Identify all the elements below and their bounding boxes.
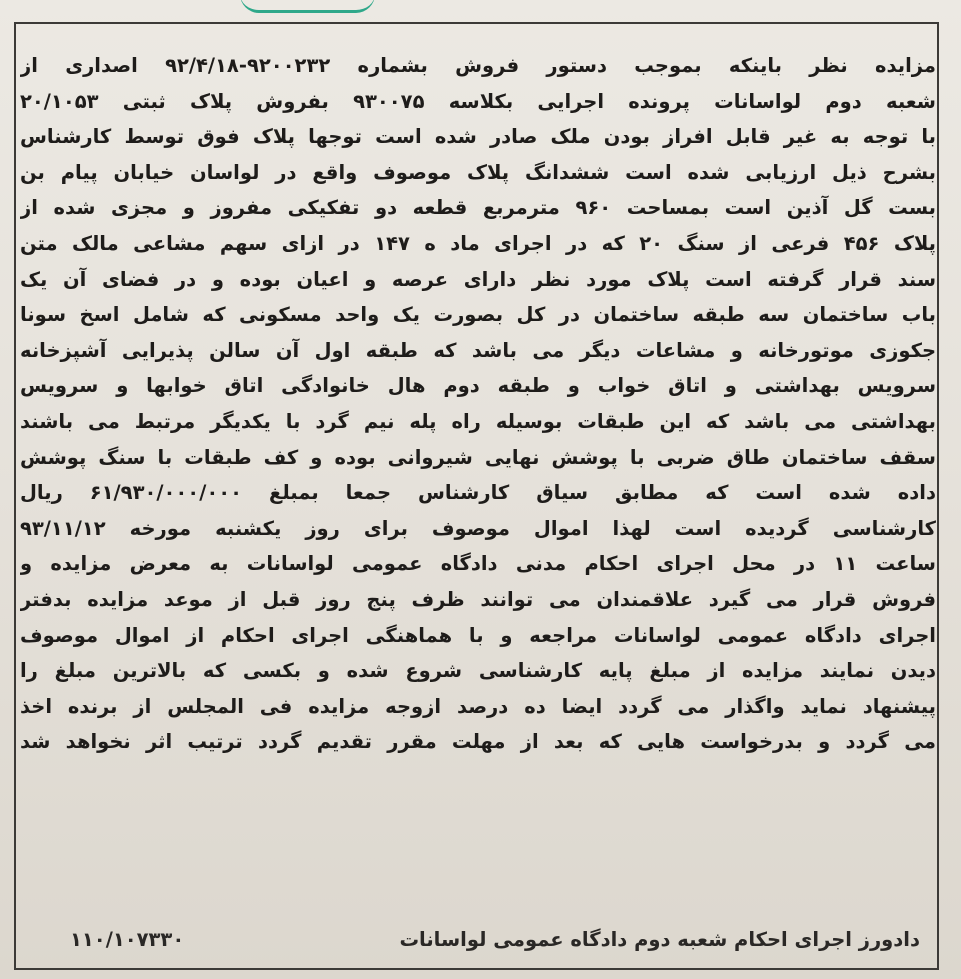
notice-line: ساعت ۱۱ در محل اجرای احکام مدنی دادگاه عمومی لواسانات به معرض مزایده و xyxy=(20,552,936,576)
notice-line: دیدن نمایند مزایده از مبلغ پایه کارشناسی شروع شده و بکسی که بالاترین مبلغ را xyxy=(20,659,936,683)
notice-line: بشرح ذیل ارزیابی شده است ششدانگ پلاک موصوف واقع در لواسان خیابان پیام بن xyxy=(20,160,936,184)
notice-line: می گردد و بدرخواست هایی که بعد از مهلت مقرر تقدیم گردد ترتیب اثر نخواهد شد xyxy=(20,730,936,754)
notice-line: اجرای دادگاه عمومی لواسانات مراجعه و با هماهنگی اجرای احکام از اموال موصوف xyxy=(20,623,936,647)
notice-line: سند قرار گرفته است پلاک مورد نظر دارای عرصه و اعیان بوده و در فضای آن یک xyxy=(20,267,936,291)
notice-line: کارشناسی گردیده است لهذا اموال موصوف برای روز یکشنبه مورخه ۹۳/۱۱/۱۲ xyxy=(20,516,936,540)
auction-notice-body xyxy=(20,48,936,760)
notice-line: شعبه دوم لواسانات پرونده اجرایی بکلاسه ۹۳۰۰۷۵ بفروش پلاک ثبتی ۲۰/۱۰۵۳ xyxy=(20,89,936,113)
notice-line: بهداشتی می باشد که این طبقات بوسیله راه پله نیم گرد با یکدیگر مرتبط می باشند xyxy=(20,409,936,433)
notice-line: با توجه به غیر قابل افراز بودن ملک صادر شده است توجها پلاک فوق توسط کارشناس xyxy=(20,125,936,149)
notice-line: باب ساختمان سه طبقه ساختمان در کل بصورت یک واحد مسکونی که شامل اسخ سونا xyxy=(20,303,936,327)
issuer-signature: دادورز اجرای احکام شعبه دوم دادگاه عمومی لواسانات xyxy=(399,928,920,951)
pen-mark xyxy=(240,0,375,13)
notice-line: پلاک ۴۵۶ فرعی از سنگ ۲۰ که در اجرای ماد ه ۱۴۷ در ازای سهم مشاعی مالک متن xyxy=(20,231,936,255)
notice-line: بست گل آذین است بمساحت ۹۶۰ مترمربع قطعه دو تفکیکی مفروز و مجزی شده از xyxy=(20,196,936,220)
notice-line: سرویس بهداشتی و اتاق خواب و طبقه دوم هال خانوادگی اتاق خوابها و سرویس xyxy=(20,374,936,398)
notice-line: سقف ساختمان طاق ضربی با پوشش نهایی شیروانی بوده و کف طبقات با سنگ پوشش xyxy=(20,445,936,469)
notice-footer xyxy=(40,928,920,964)
notice-line: جکوزی موتورخانه و مشاعات دیگر می باشد که طبقه اول آن سالن پذیرایی آشپزخانه xyxy=(20,338,936,362)
notice-line: پیشنهاد نماید واگذار می گردد ایضا ده درصد ازوجه مزایده فی المجلس از برنده اخذ xyxy=(20,694,936,718)
notice-line: داده شده است که مطابق سیاق کارشناس جمعا بمبلغ ۶۱/۹۳۰/۰۰۰/۰۰۰ ریال xyxy=(20,481,936,505)
notice-line: فروش قرار می گیرد علاقمندان می توانند ظرف پنج روز قبل از موعد مزایده بدفتر xyxy=(20,587,936,611)
reference-number: ۱۱۰/۱۰۷۳۳۰ xyxy=(70,928,185,951)
notice-line: مزایده نظر باینکه بموجب دستور فروش بشماره ۹۲۰۰۲۳۲-۹۲/۴/۱۸ اصداری از xyxy=(20,54,936,77)
